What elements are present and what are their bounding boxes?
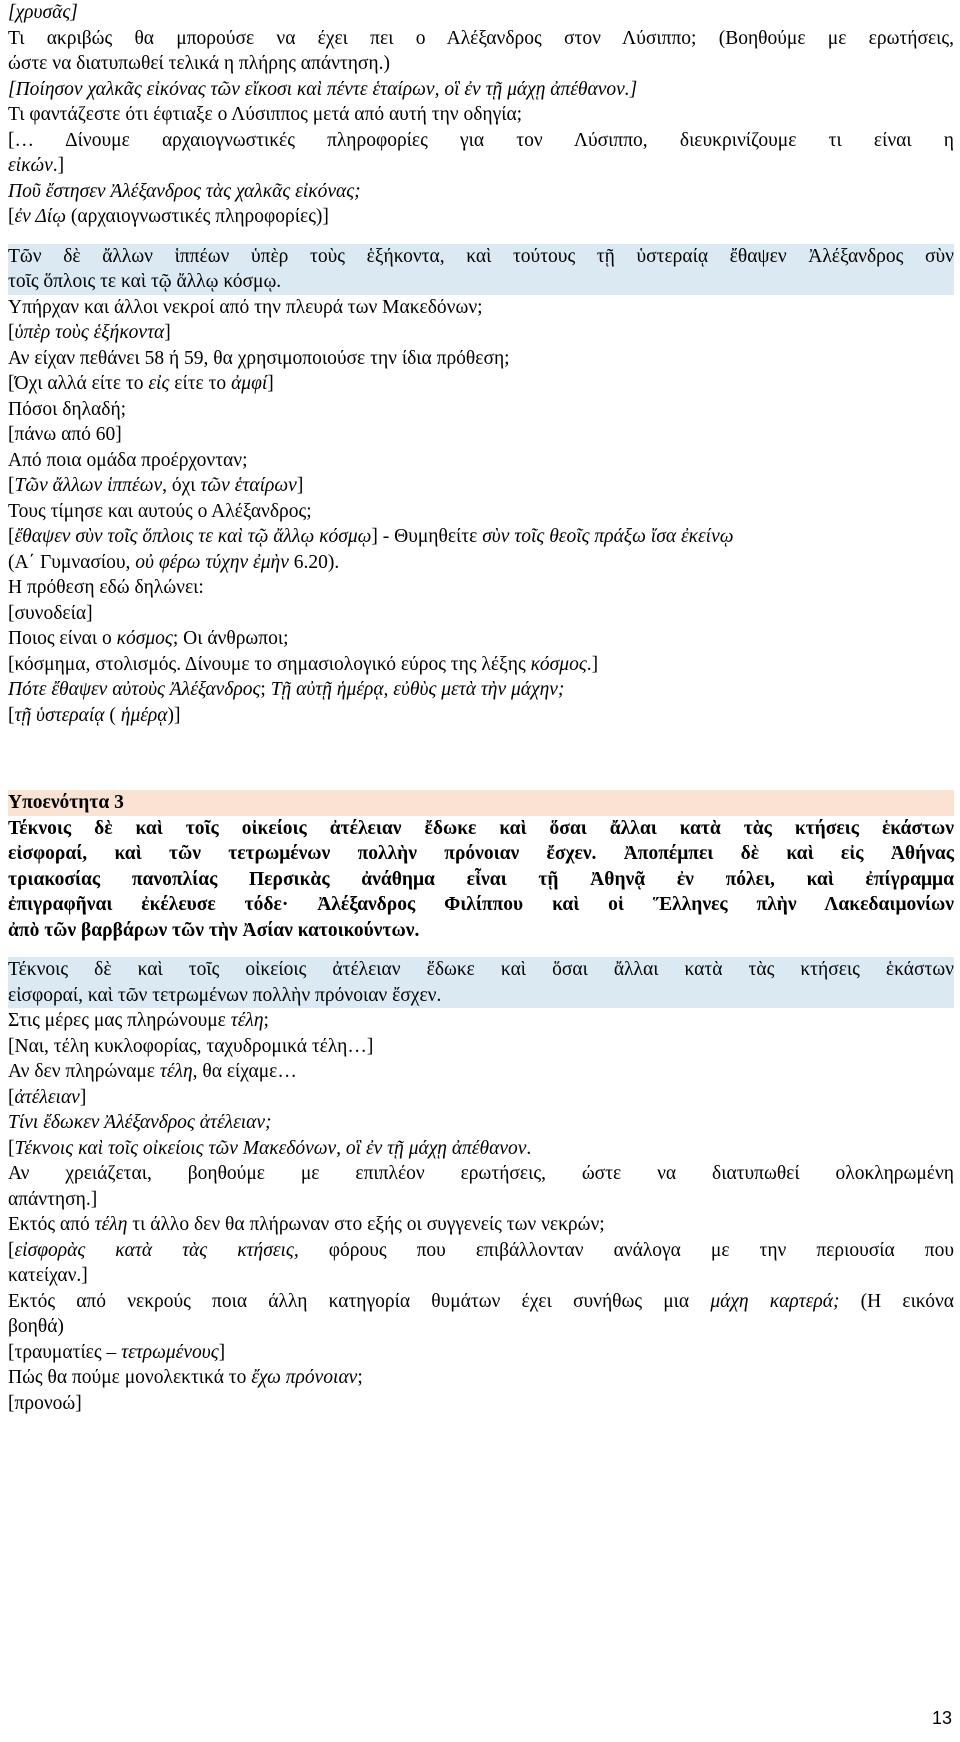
text-line: [8, 652, 954, 678]
text-segment: ]: [79, 1086, 87, 1108]
text-line: [8, 1059, 954, 1085]
text-segment: , θα είχαμε…: [192, 1061, 297, 1082]
text-segment: ] - Θυμηθείτε: [371, 526, 483, 547]
text-line: [8, 102, 954, 128]
text-line: [8, 371, 954, 397]
text-line: [8, 397, 954, 423]
text-segment: τι άλλο δεν θα πλήρωναν στο εξής οι συγγενείς των νεκρών;: [127, 1214, 605, 1235]
text-segment: Ποῦ ἔστησεν Ἀλέξανδρος τὰς χαλκᾶς εἰκόνας;: [8, 180, 361, 202]
text-segment: τέλη: [94, 1214, 128, 1235]
text-segment: [τραυματίες –: [8, 1341, 122, 1363]
text-line: [8, 575, 954, 601]
text-segment: Τι φαντάζεστε ότι έφτιαξε ο Λύσιππος μετά από αυτή την οδηγία;: [8, 104, 523, 125]
text-segment: σὺν τοῖς θεοῖς πράξω ἴσα ἐκείνῳ: [482, 526, 734, 547]
text-line: [8, 295, 954, 321]
text-segment: Τίνι ἔδωκεν Ἀλέξανδρος ἀτέλειαν;: [8, 1112, 272, 1133]
text-segment: τετρωμένους: [121, 1341, 219, 1363]
highlighted-greek-passage-2: [8, 957, 954, 1008]
text-segment: ]: [296, 475, 304, 496]
text-segment: [: [8, 1086, 15, 1108]
text-line: [8, 422, 954, 448]
text-line: [8, 918, 954, 944]
text-line: [8, 1136, 954, 1162]
questions-block-2: [8, 295, 954, 729]
text-segment: )]: [167, 704, 181, 726]
text-line: [8, 1314, 954, 1340]
text-segment: (Η εικόνα: [839, 1290, 954, 1312]
text-line: [8, 524, 954, 550]
text-segment: [: [8, 704, 15, 726]
text-segment: Ποιος είναι ο: [8, 628, 117, 649]
text-line: [8, 1391, 954, 1417]
text-segment: Τῶν δὲ ἄλλων ἱππέων ὑπὲρ τοὺς ἑξήκοντα, καὶ τούτους τῇ ὑστεραίᾳ ἔθαψεν Ἀλέξανδρος σὺν: [8, 245, 954, 267]
text-line: [8, 957, 954, 983]
text-line: [8, 1034, 954, 1060]
text-line: [8, 26, 954, 52]
text-line: [8, 841, 954, 867]
text-segment: οὐ φέρω τύχην ἐμὴν: [135, 551, 289, 573]
text-segment: κόσμος: [530, 653, 587, 675]
text-segment: βοηθά): [8, 1316, 64, 1337]
text-segment: Υπήρχαν και άλλοι νεκροί από την πλευρά των Μακεδόνων;: [8, 296, 483, 318]
text-segment: Στις μέρες μας πληρώνουμε: [8, 1010, 231, 1031]
subsection-heading: Υποενότητα 3: [8, 790, 954, 816]
text-segment: φόρους που επιβάλλονταν ανάλογα με την περιουσία που: [298, 1239, 954, 1261]
text-segment: (: [104, 704, 121, 726]
text-segment: .]: [586, 653, 599, 675]
text-segment: Εκτός από: [8, 1214, 95, 1235]
text-line: [8, 204, 954, 230]
text-segment: τέλη: [230, 1010, 264, 1031]
text-segment: εἰσφοραί, καὶ τῶν τετρωμένων πολλὴν πρόνοιαν ἔσχεν.: [8, 984, 442, 1006]
text-segment: [Ναι, τέλη κυκλοφορίας, ταχυδρομικά τέλη…]: [8, 1035, 374, 1057]
text-line: [8, 244, 954, 270]
text-line: [8, 51, 954, 77]
text-segment: ; Οι άνθρωποι;: [172, 628, 289, 649]
text-line: [8, 1365, 954, 1391]
text-segment: ὑπὲρ τοὺς ἑξήκοντα: [14, 322, 165, 343]
text-line: [8, 179, 954, 205]
text-segment: (αρχαιογνωστικές πληροφορίες)]: [66, 206, 329, 227]
text-segment: ἐν Δίῳ: [14, 206, 66, 227]
text-line: [8, 320, 954, 346]
text-segment: [: [8, 1137, 15, 1159]
text-segment: [: [8, 526, 15, 547]
text-line: [8, 448, 954, 474]
page-content: [8, 0, 954, 1416]
highlighted-greek-passage-1: [8, 244, 954, 295]
text-line: [8, 1238, 954, 1264]
text-segment: Τέκνοις δὲ καὶ τοῖς οἰκείοις ἀτέλειαν ἔδωκε καὶ ὅσαι ἄλλαι κατὰ τὰς κτήσεις ἑκάστων: [8, 817, 954, 839]
text-segment: [: [8, 322, 15, 343]
text-line: [8, 473, 954, 499]
text-segment: [προνοώ]: [8, 1392, 82, 1414]
text-line: [8, 1161, 954, 1187]
text-segment: τριακοσίας πανοπλίας Περσικὰς ἀνάθημα εἶναι τῇ Ἀθηνᾷ ἐν πόλει, καὶ ἐπίγραμμα: [8, 868, 954, 890]
text-line: [8, 626, 954, 652]
text-segment: ἡμέρᾳ: [120, 704, 168, 726]
text-line: [8, 1289, 954, 1315]
text-segment: τῶν ἑταίρων: [200, 475, 297, 496]
text-line: [8, 1212, 954, 1238]
text-segment: ;: [263, 1010, 269, 1031]
text-line: [8, 1263, 954, 1289]
text-line: [8, 1085, 954, 1111]
text-segment: ἀτέλειαν: [14, 1086, 80, 1108]
text-segment: 6.20).: [288, 551, 340, 573]
text-segment: [συνοδεία]: [8, 602, 93, 624]
text-segment: [: [8, 1239, 15, 1261]
text-segment: Αν χρειάζεται, βοηθούμε με επιπλέον ερωτήσεις, ώστε να διατυπωθεί ολοκληρωμένη: [8, 1163, 954, 1184]
text-segment: [Όχι αλλά είτε το: [8, 373, 149, 394]
text-segment: ]: [267, 373, 274, 394]
text-segment: εἰς: [148, 373, 170, 394]
text-segment: .]: [52, 155, 65, 176]
text-segment: ώστε να διατυπωθεί τελικά η πλήρης απάντηση.): [8, 53, 390, 74]
text-line: [8, 499, 954, 525]
text-segment: [Ποίησον χαλκᾶς εἰκόνας τῶν εἴκοσι καὶ πέντε ἑταίρων, οἳ ἐν τῇ μάχῃ ἀπέθανον.]: [8, 78, 638, 100]
text-segment: κόσμος: [116, 628, 173, 649]
text-line: [8, 153, 954, 179]
text-segment: κατείχαν.]: [8, 1265, 88, 1286]
text-segment: Από ποια ομάδα προέρχονταν;: [8, 449, 248, 471]
text-segment: εἰσφοραί, καὶ τῶν τετρωμένων πολλὴν πρόνοιαν ἔσχεν. Ἀποπέμπει δὲ καὶ εἰς Ἀθήνας: [8, 843, 954, 864]
text-line: [8, 867, 954, 893]
text-segment: ἐπιγραφῆναι ἐκέλευσε τόδε· Ἀλέξανδρος Φιλίππου καὶ οἱ Ἕλληνες πλὴν Λακεδαιμονίων: [8, 894, 954, 915]
text-segment: [πάνω από 60]: [8, 424, 122, 445]
text-line: [8, 269, 954, 295]
text-segment: Τῶν ἄλλων ἱππέων: [14, 475, 163, 496]
intro-questions-block: [8, 0, 954, 230]
text-segment: τέλη: [159, 1061, 193, 1082]
text-segment: Πότε ἔθαψεν αὐτοὺς Ἀλέξανδρος: [8, 679, 261, 700]
text-segment: εἰκών: [8, 155, 53, 176]
text-segment: ]: [164, 322, 171, 343]
text-segment: ἀπὸ τῶν βαρβάρων τῶν τὴν Ἀσίαν κατοικούντων.: [8, 919, 420, 941]
text-line: [8, 0, 954, 26]
text-line: [8, 983, 954, 1009]
text-segment: απάντηση.]: [8, 1188, 98, 1210]
text-line: [8, 1187, 954, 1213]
text-line: [8, 816, 954, 842]
text-line: [8, 703, 954, 729]
text-segment: μάχη καρτερά;: [710, 1290, 840, 1312]
text-segment: εἰσφορὰς κατὰ τὰς κτήσεις,: [14, 1239, 299, 1261]
text-segment: ἀμφί: [231, 373, 268, 394]
text-segment: Αν είχαν πεθάνει 58 ή 59, θα χρησιμοποιούσε την ίδια πρόθεση;: [8, 347, 510, 369]
text-segment: .: [526, 1137, 532, 1159]
text-segment: ;: [260, 679, 271, 700]
text-segment: Πόσοι δηλαδή;: [8, 398, 127, 420]
text-segment: ]: [218, 1341, 226, 1363]
text-segment: Πώς θα πούμε μονολεκτικά το: [8, 1367, 252, 1388]
text-line: [8, 77, 954, 103]
text-line: [8, 892, 954, 918]
text-segment: Εκτός από νεκρούς ποια άλλη κατηγορία θυμάτων έχει συνήθως μια: [8, 1290, 711, 1312]
greek-passage-bold: [8, 816, 954, 944]
text-segment: ;: [357, 1367, 363, 1388]
text-line: [8, 1340, 954, 1366]
text-segment: Τους τίμησε και αυτούς ο Αλέξανδρος;: [8, 500, 312, 522]
text-line: [8, 677, 954, 703]
text-segment: Τι ακριβώς θα μπορούσε να έχει πει ο Αλέξανδρος στον Λύσιππο; (Βοηθούμε με ερωτήσεις,: [8, 27, 954, 49]
questions-block-3: [8, 1008, 954, 1416]
text-segment: Αν δεν πληρώναμε: [8, 1061, 160, 1082]
text-line: [8, 601, 954, 627]
text-segment: είτε το: [169, 373, 232, 394]
page-number: 13: [931, 1708, 952, 1728]
text-line: [8, 1110, 954, 1136]
text-line: [8, 128, 954, 154]
text-segment: Τῇ αὐτῇ ἡμέρᾳ, εὐθὺς μετὰ τὴν μάχην;: [270, 679, 565, 700]
text-segment: ἔθαψεν σὺν τοῖς ὅπλοις τε καὶ τῷ ἄλλῳ κόσμῳ: [14, 526, 372, 547]
text-line: [8, 346, 954, 372]
text-segment: [χρυσᾶς]: [8, 2, 78, 23]
text-segment: [… Δίνουμε αρχαιογνωστικές πληροφορίες για τον Λύσιππο, διευκρινίζουμε τι είναι η: [8, 129, 954, 151]
text-segment: [: [8, 206, 15, 227]
text-line: [8, 1008, 954, 1034]
text-segment: (Α΄ Γυμνασίου,: [8, 551, 136, 573]
text-segment: τῇ ὑστεραίᾳ: [14, 704, 105, 726]
text-segment: Η πρόθεση εδώ δηλώνει:: [8, 577, 204, 598]
text-segment: [: [8, 475, 15, 496]
text-segment: Τέκνοις καὶ τοῖς οἰκείοις τῶν Μακεδόνων, οἳ ἐν τῇ μάχῃ ἀπέθανον: [14, 1137, 527, 1159]
text-segment: τοῖς ὅπλοις τε καὶ τῷ ἄλλῳ κόσμῳ.: [8, 271, 282, 292]
text-segment: [κόσμημα, στολισμός. Δίνουμε το σημασιολογικό εύρος της λέξης: [8, 653, 531, 675]
text-segment: Τέκνοις δὲ καὶ τοῖς οἰκείοις ἀτέλειαν ἔδωκε καὶ ὅσαι ἄλλαι κατὰ τὰς κτήσεις ἑκάστων: [8, 959, 954, 980]
text-line: [8, 550, 954, 576]
text-segment: ἔχω πρόνοιαν: [251, 1367, 358, 1388]
text-segment: , όχι: [162, 475, 201, 496]
